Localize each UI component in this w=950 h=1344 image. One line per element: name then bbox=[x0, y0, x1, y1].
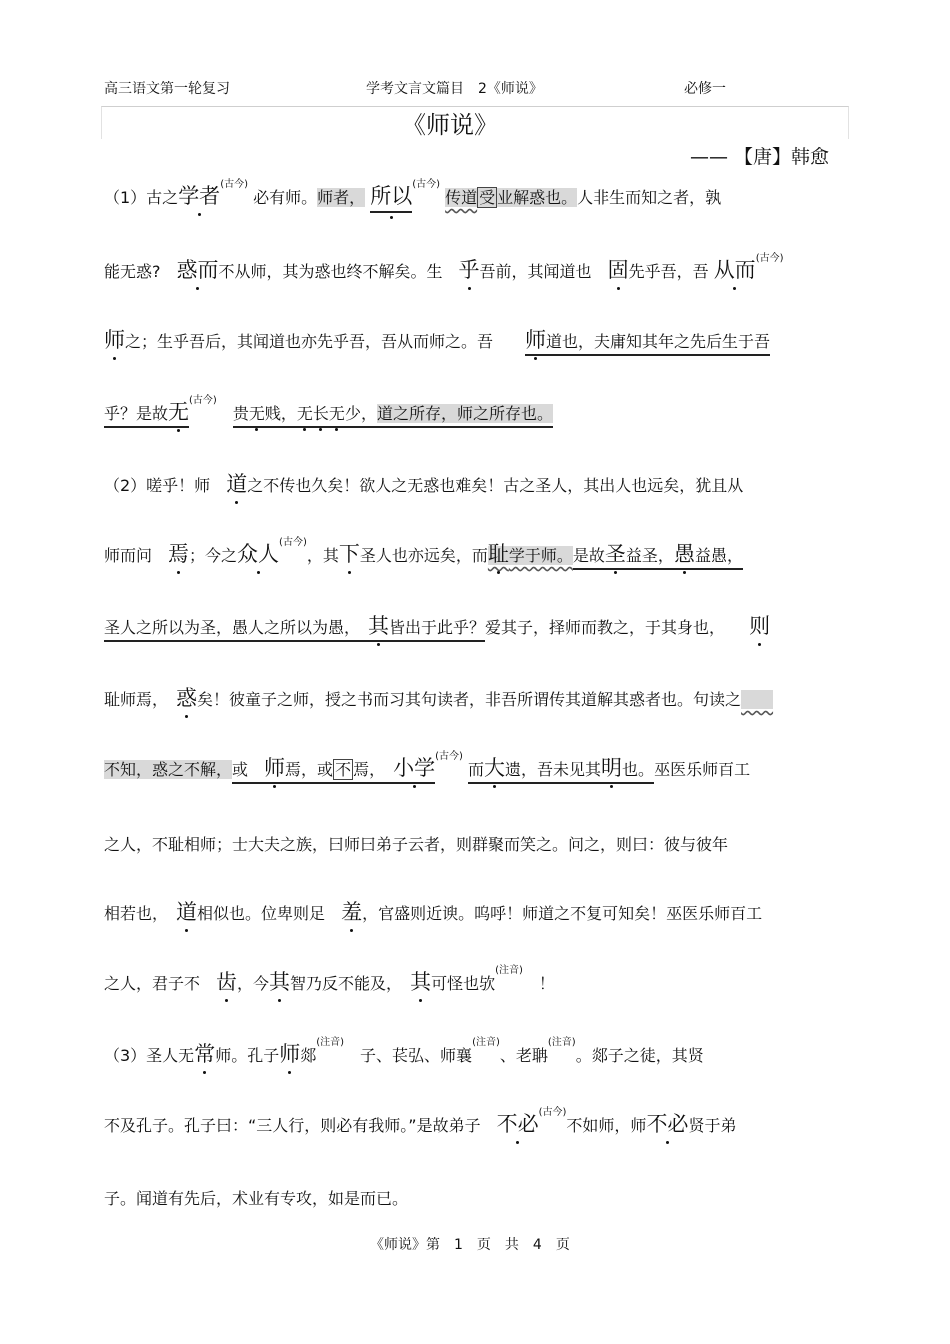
text: 不如师，师 bbox=[566, 1116, 647, 1135]
text: 必有师。 bbox=[253, 188, 318, 207]
p1-line-2 bbox=[104, 254, 784, 284]
key-word: 惑而 bbox=[176, 258, 219, 282]
page-title: 《师说》 bbox=[402, 111, 498, 139]
text: 圣人也亦远矣，而 bbox=[359, 546, 488, 565]
key-word: 无 bbox=[296, 404, 313, 423]
text: 贤于弟 bbox=[688, 1116, 737, 1135]
highlight-text: 业解惑也。 bbox=[497, 188, 578, 207]
text: 先乎吾，吾 bbox=[628, 262, 709, 281]
highlight-text: 不知，惑之不解， bbox=[104, 760, 233, 779]
header-center: 学考文言文篇目 2《师说》 bbox=[366, 81, 543, 97]
key-word: 焉 bbox=[168, 542, 190, 566]
gujin-note: (古今) bbox=[279, 537, 307, 548]
text: 不及孔子。孔子曰：“三人行，则必有我师。”是故弟子 bbox=[104, 1116, 481, 1135]
text: 、老聃 bbox=[499, 1046, 548, 1065]
text: ；今之 bbox=[189, 546, 238, 565]
text: 或 bbox=[232, 760, 249, 779]
text: 贱， bbox=[264, 404, 297, 423]
key-word: 道 bbox=[226, 472, 248, 496]
text: 益愚， bbox=[694, 546, 743, 565]
text: 师而问 bbox=[104, 546, 153, 565]
text: ，官盛则近谀。呜呼！师道之不复可知矣！巫医乐师百工 bbox=[362, 904, 763, 923]
highlight-text: 学于师。 bbox=[508, 546, 573, 565]
key-word: 其 bbox=[269, 970, 291, 994]
text: 爱其子，择师而教之，于其身也， bbox=[485, 618, 718, 637]
author-line: —— 【唐】韩愈 bbox=[690, 146, 830, 168]
key-word: 下 bbox=[338, 542, 360, 566]
key-word: 则 bbox=[749, 614, 771, 638]
key-word: 师 bbox=[264, 756, 286, 780]
text: 子、苌弘、师襄 bbox=[360, 1046, 473, 1065]
key-word: 齿 bbox=[216, 970, 238, 994]
p3-line-3: 子。闻道有先后，术业有专攻，如是而已。 bbox=[104, 1189, 409, 1208]
gujin-note: (古今) bbox=[435, 751, 463, 762]
text: 是故 bbox=[572, 546, 605, 565]
p2-line-3 bbox=[104, 610, 770, 640]
text: 巫医乐师百工 bbox=[654, 760, 751, 779]
text: 而 bbox=[468, 760, 485, 779]
key-word: 乎 bbox=[458, 258, 480, 282]
text: 能无惑? bbox=[104, 262, 161, 281]
gujin-note: (古今) bbox=[189, 395, 217, 406]
text: 矣！彼童子之师，授之书而习其句读者，非吾所谓传其道解其惑者也。句读之 bbox=[197, 690, 742, 709]
underlined-text: 道也，夫庸知其年之先后生于吾 bbox=[546, 332, 771, 351]
key-word: 不必 bbox=[646, 1112, 689, 1136]
text: 之人，君子不 bbox=[104, 974, 201, 993]
text: 智乃反不能及， bbox=[290, 974, 395, 993]
boxed-word: 不 bbox=[335, 760, 352, 779]
p2-line-6: 之人，不耻相师；士大夫之族，曰师曰弟子云者，则群聚而笑之。问之，则曰：彼与彼年 bbox=[104, 835, 729, 854]
key-word: 所以 bbox=[370, 184, 412, 213]
text: 也。 bbox=[622, 760, 655, 779]
key-word: 大 bbox=[484, 756, 506, 780]
highlight-text: 传道 bbox=[445, 188, 478, 207]
text: ，其 bbox=[306, 546, 339, 565]
p2-line-7 bbox=[104, 896, 762, 926]
p1-line-3 bbox=[104, 324, 770, 354]
key-word: 羞 bbox=[341, 900, 363, 924]
text: 不从师，其为惑也终不解矣。生 bbox=[218, 262, 443, 281]
p2-line-1 bbox=[104, 468, 743, 498]
highlight-block bbox=[741, 690, 773, 709]
text: 贵 bbox=[232, 404, 249, 423]
header-right: 必修一 bbox=[684, 81, 726, 97]
gujin-note: (古今) bbox=[538, 1107, 567, 1118]
key-word: 无 bbox=[248, 404, 265, 423]
key-word: 道 bbox=[176, 900, 198, 924]
key-word: 常 bbox=[194, 1042, 216, 1066]
key-word: 师 bbox=[104, 328, 125, 352]
p2-line-5 bbox=[104, 752, 750, 782]
text: ，今 bbox=[237, 974, 270, 993]
key-word: 学者 bbox=[178, 184, 221, 208]
text: 之；生乎吾后，其闻道也亦先乎吾，吾从而师之。吾 bbox=[125, 332, 494, 351]
p1-line-4 bbox=[104, 396, 553, 426]
gujin-note: (古今) bbox=[755, 253, 784, 264]
zhuyin-note: (注音) bbox=[472, 1037, 500, 1048]
text: 吾前，其闻道也 bbox=[479, 262, 592, 281]
gujin-note: (古今) bbox=[220, 179, 248, 190]
key-word: 无 bbox=[168, 400, 190, 424]
key-word: 小学 bbox=[393, 756, 436, 780]
text: 人非生而知之者，孰 bbox=[577, 188, 722, 207]
underlined-text: 圣人之所以为圣，愚人之所以为愚， bbox=[104, 618, 353, 637]
key-word: 明 bbox=[601, 756, 623, 780]
text: 相若也， bbox=[104, 904, 161, 923]
key-word: 惑 bbox=[176, 686, 198, 710]
text: 耻师焉， bbox=[104, 690, 161, 709]
text: （3）圣人无 bbox=[104, 1046, 195, 1065]
key-word: 不必 bbox=[496, 1112, 539, 1136]
boxed-word: 受 bbox=[479, 188, 496, 207]
key-word: 其 bbox=[410, 970, 432, 994]
p2-line-4 bbox=[104, 682, 773, 712]
text: （1）古之 bbox=[104, 188, 179, 207]
underlined-text: 皆出于此乎？ bbox=[389, 618, 486, 637]
highlight-text: 师者， bbox=[317, 188, 366, 207]
key-word: 长 bbox=[312, 404, 329, 423]
p2-line-8 bbox=[104, 966, 555, 996]
text: 可怪也欤 bbox=[431, 974, 496, 993]
highlight-text: 道之所存，师之所存也。 bbox=[376, 404, 553, 423]
text: 。郯子之徒，其贤 bbox=[575, 1046, 704, 1065]
key-word: 圣 bbox=[604, 542, 626, 566]
text: 乎？是故 bbox=[104, 404, 169, 423]
header-left: 高三语文第一轮复习 bbox=[104, 81, 230, 97]
key-word: 耻 bbox=[487, 542, 509, 566]
p2-line-2 bbox=[104, 538, 743, 568]
key-word: 众人 bbox=[237, 542, 280, 566]
text: 郯 bbox=[300, 1046, 317, 1065]
key-word: 愚 bbox=[673, 542, 695, 566]
text: （2）嗟乎！师 bbox=[104, 476, 211, 495]
text: 焉，或 bbox=[285, 760, 334, 779]
zhuyin-note: (注音) bbox=[316, 1037, 345, 1048]
key-word: 其 bbox=[368, 614, 390, 638]
zhuyin-note: (注音) bbox=[547, 1037, 576, 1048]
p3-line-1 bbox=[104, 1038, 704, 1068]
gujin-note: (古今) bbox=[412, 179, 441, 190]
key-word: 师 bbox=[525, 328, 547, 352]
key-word: 从而 bbox=[713, 258, 756, 282]
key-word: 师 bbox=[279, 1042, 301, 1066]
text: 相似也。位卑则足 bbox=[197, 904, 326, 923]
page-footer: 《师说》第 1 页 共 4 页 bbox=[370, 1237, 570, 1253]
key-word: 固 bbox=[607, 258, 629, 282]
key-word: 无 bbox=[328, 404, 345, 423]
text: 之不传也久矣！欲人之无惑也难矣！古之圣人，其出人也远矣，犹且从 bbox=[247, 476, 744, 495]
zhuyin-note: (注音) bbox=[495, 965, 523, 976]
text: 少， bbox=[344, 404, 377, 423]
text: 焉， bbox=[353, 760, 378, 779]
p3-line-2 bbox=[104, 1108, 736, 1138]
text: 遗，吾未见其 bbox=[505, 760, 602, 779]
text: 益圣， bbox=[625, 546, 674, 565]
p1-line-1 bbox=[104, 180, 721, 210]
text: 师。孔子 bbox=[215, 1046, 280, 1065]
text: ！ bbox=[538, 974, 555, 993]
